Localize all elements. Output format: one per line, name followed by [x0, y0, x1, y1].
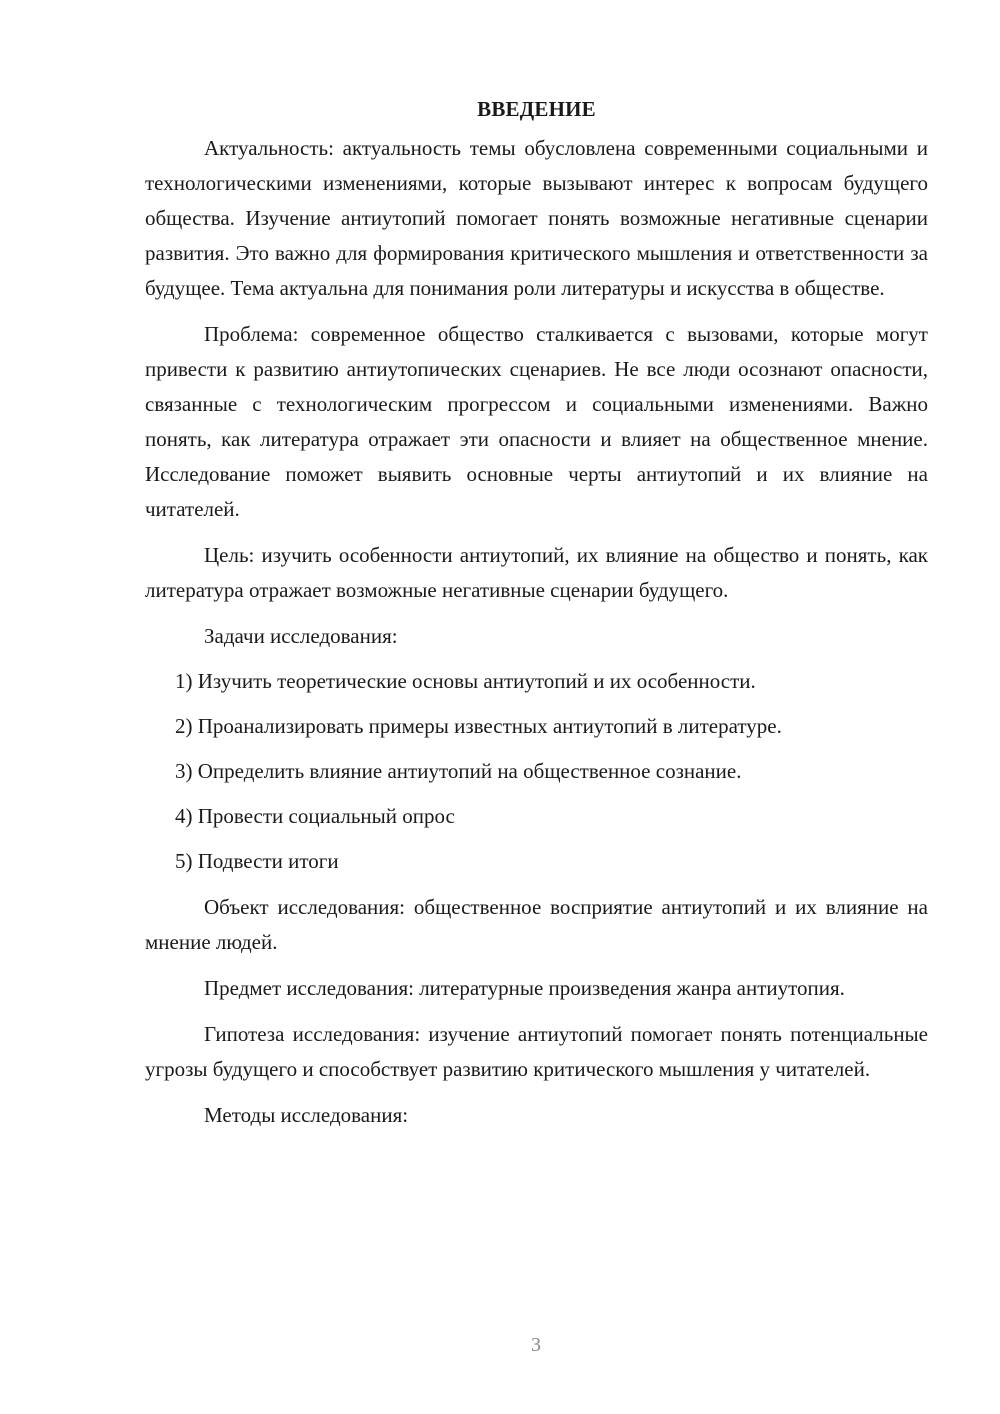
goal-paragraph: Цель: изучить особенности антиутопий, их влияние на общество и понять, как литература отражает возможные негативные сценарии будущего.	[145, 543, 928, 602]
document-body	[145, 92, 928, 1133]
tasks-heading: Задачи исследования:	[204, 624, 398, 648]
list-item: 2) Проанализировать примеры известных антиутопий в литературе.	[175, 714, 782, 738]
page-title: ВВЕДЕНИЕ	[477, 97, 596, 121]
list-item: 4) Провести социальный опрос	[175, 804, 455, 828]
problem-paragraph: Проблема: современное общество сталкивается с вызовами, которые могут привести к развитию антиутопических сценариев. Не все люди осознают опасности, связанные с технологическим прогрессом и социальными изменениями. Важно понять, как литература отражает эти опасности и влияет на общественное мнение. Исследование поможет выявить основные черты антиутопий и их влияние на читателей.	[145, 322, 928, 521]
object-paragraph: Объект исследования: общественное восприятие антиутопий и их влияние на мнение людей.	[145, 895, 928, 954]
page-number: 3	[531, 1334, 541, 1356]
list-item: 5) Подвести итоги	[175, 849, 339, 873]
hypothesis-paragraph: Гипотеза исследования: изучение антиутопий помогает понять потенциальные угрозы будущего и способствует развитию критического мышления у читателей.	[145, 1022, 928, 1081]
tasks-list	[145, 664, 928, 879]
list-item: 3) Определить влияние антиутопий на общественное сознание.	[175, 759, 742, 783]
relevance-paragraph: Актуальность: актуальность темы обусловлена современными социальными и технологическими изменениями, которые вызывают интерес к вопросам будущего общества. Изучение антиутопий помогает понять возможные негативные сценарии развития. Это важно для формирования критического мышления и ответственности за будущее. Тема актуальна для понимания роли литературы и искусства в обществе.	[145, 136, 928, 300]
methods-heading: Методы исследования:	[204, 1103, 409, 1127]
subject-paragraph: Предмет исследования: литературные произведения жанра антиутопия.	[204, 976, 845, 1000]
list-item: 1) Изучить теоретические основы антиутопий и их особенности.	[175, 669, 756, 693]
